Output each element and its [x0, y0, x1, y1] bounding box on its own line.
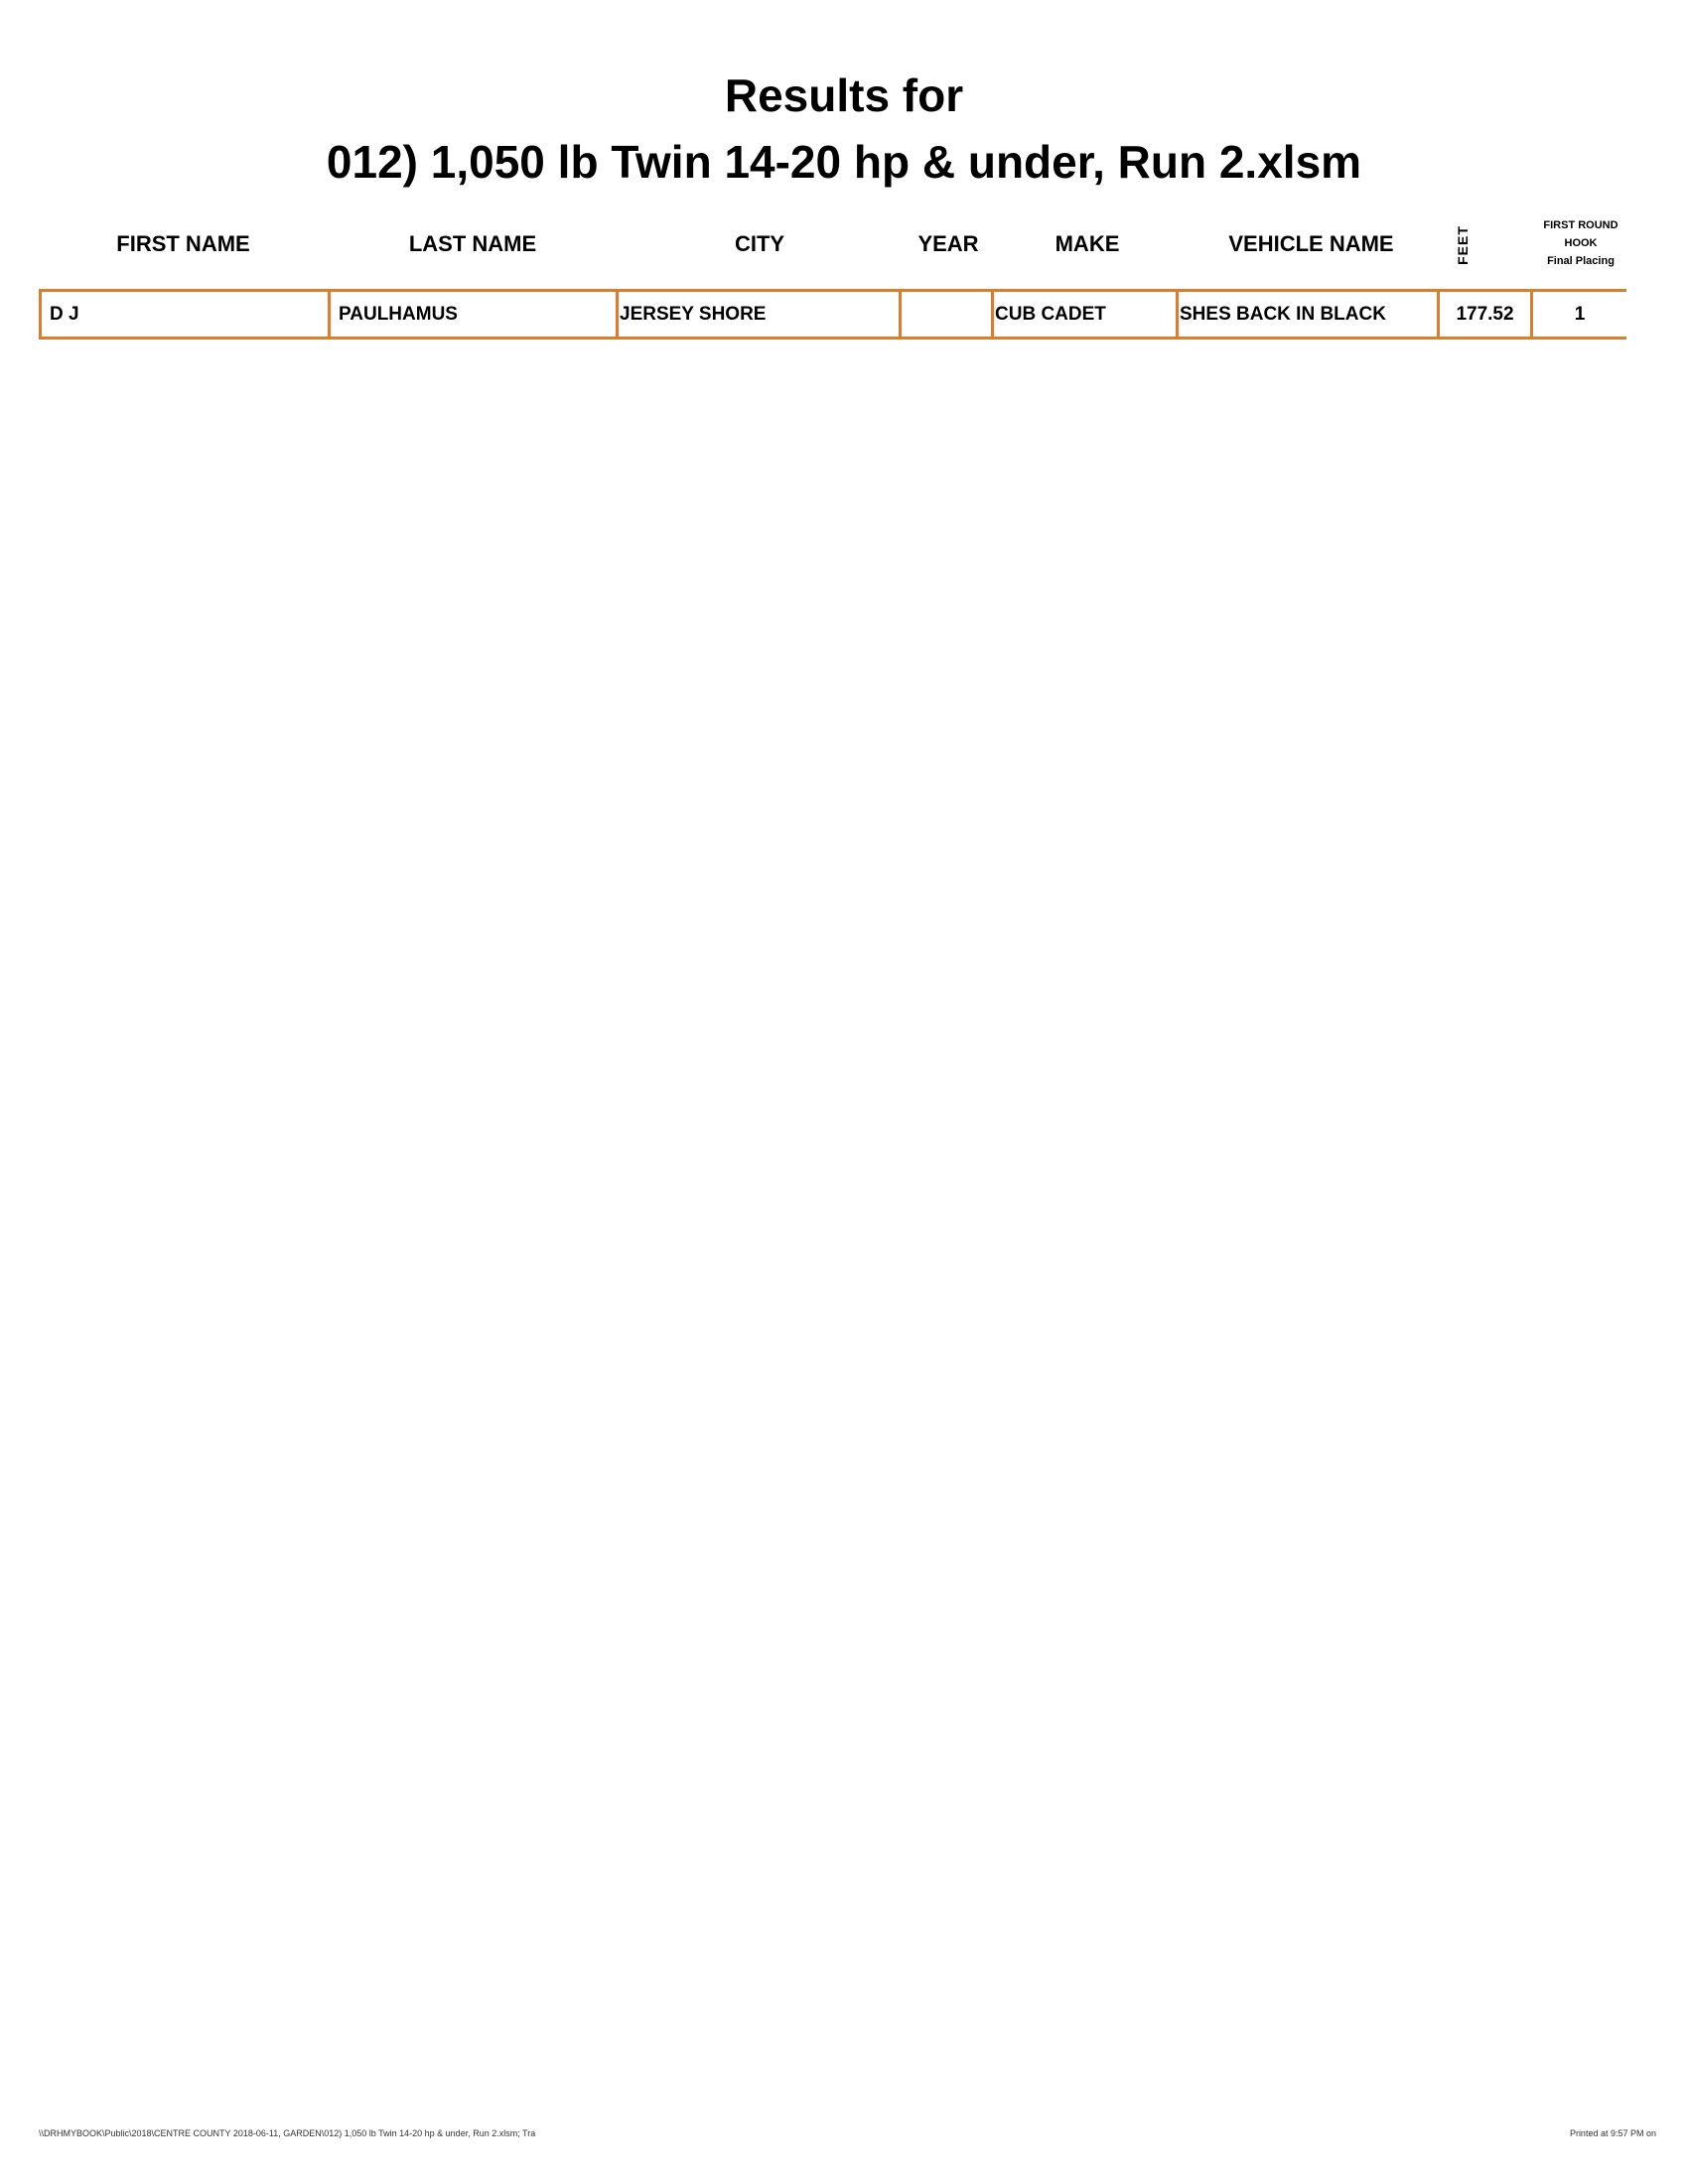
cell-divider [616, 289, 619, 340]
footer-path: \\DRHMYBOOK\Public\2018\CENTRE COUNTY 2018-06-11, GARDEN\012) 1,050 lb Twin 14-20 hp & under, Run 2.xlsm; Tra [39, 2128, 536, 2138]
cell-feet: 177.52 [1456, 303, 1514, 325]
header-vehicle-name: VEHICLE NAME [1228, 231, 1394, 256]
header-last-name: LAST NAME [408, 231, 537, 256]
header-make: MAKE [1055, 231, 1120, 256]
cell-last-name: PAULHAMUS [339, 303, 458, 325]
cell-divider [991, 289, 994, 340]
title-line-1: Results for [724, 69, 964, 121]
cell-first-name: D J [50, 303, 79, 325]
header-city: CITY [734, 231, 785, 256]
header-feet-label: FEET [1455, 225, 1471, 265]
cell-make: CUB CADET [995, 303, 1106, 325]
footer-printed: Printed at 9:57 PM on [1569, 2128, 1656, 2138]
header-first-round-line-3: Final Placing [1547, 255, 1615, 267]
cell-year [904, 289, 987, 340]
cell-city: JERSEY SHORE [620, 303, 767, 325]
header-feet [1448, 220, 1477, 270]
cell-placing: 1 [1574, 303, 1586, 325]
cell-divider [39, 289, 42, 340]
title-line-2: 012) 1,050 lb Twin 14-20 hp & under, Run 2.xlsm [326, 136, 1362, 188]
header-first-round [1527, 216, 1634, 270]
cell-divider [899, 289, 902, 340]
header-year: YEAR [917, 231, 979, 256]
header-first-name: FIRST NAME [116, 231, 250, 256]
header-first-round-line-2: HOOK [1564, 237, 1598, 249]
cell-divider [1176, 289, 1179, 340]
cell-divider [328, 289, 331, 340]
header-first-round-line-1: FIRST ROUND [1543, 219, 1618, 231]
cell-vehicle-name: SHES BACK IN BLACK [1180, 303, 1386, 325]
